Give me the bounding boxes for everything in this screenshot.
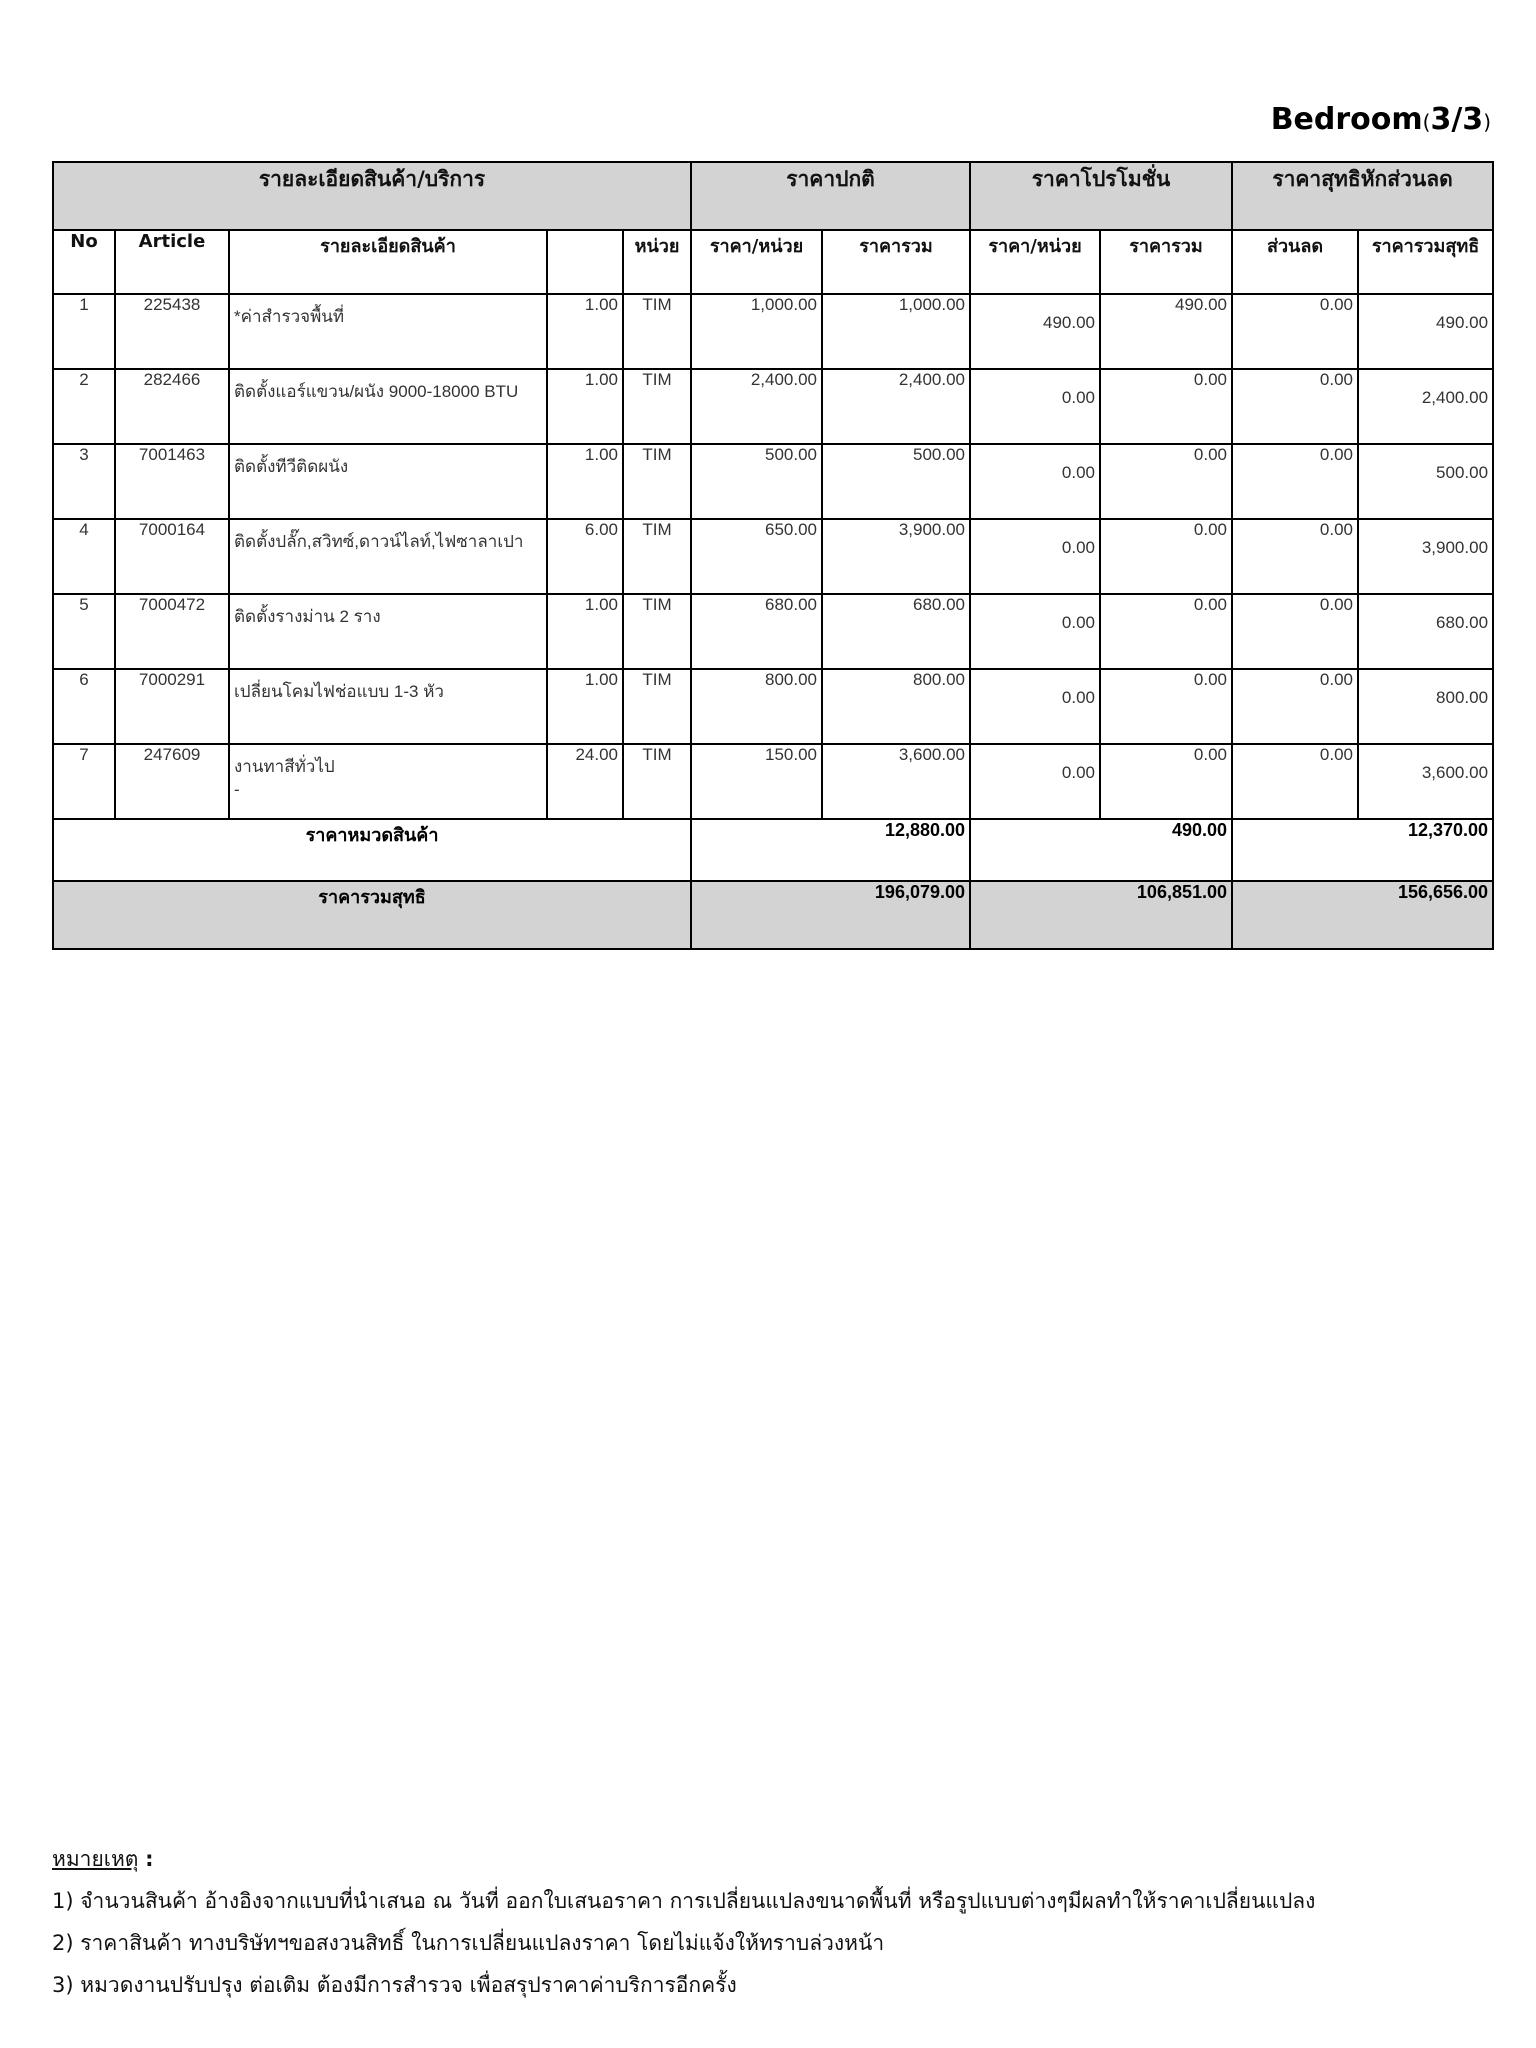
notes-heading-line [52, 1838, 1492, 1880]
row-net-total: 800.00 [1358, 669, 1493, 744]
row-normal-total: 3,600.00 [822, 744, 970, 819]
notes-colon: : [145, 1847, 154, 1871]
note-item: 3) หมวดงานปรับปรุง ต่อเติม ต้องมีการสำรวจ เพื่อสรุปราคาค่าบริการอีกครั้ง [52, 1973, 737, 1997]
row-no: 5 [53, 594, 115, 669]
row-normal-total: 680.00 [822, 594, 970, 669]
row-discount: 0.00 [1232, 744, 1358, 819]
col-quantity [547, 230, 623, 294]
row-net-total: 3,900.00 [1358, 519, 1493, 594]
row-article: 7001463 [115, 444, 229, 519]
row-no: 1 [53, 294, 115, 369]
table-row [53, 594, 1493, 669]
row-description: ติดตั้งปลั๊ก,สวิทซ์,ดาวน์ไลท์,ไฟซาลาเปา [229, 519, 547, 594]
category-total-row [53, 819, 1493, 881]
row-unit: TIM [623, 444, 691, 519]
row-description: เปลี่ยนโคมไฟช่อแบบ 1-3 หัว [229, 669, 547, 744]
row-promo-total: 0.00 [1100, 369, 1232, 444]
row-description-extra: - [234, 780, 240, 799]
row-normal-total: 3,900.00 [822, 519, 970, 594]
row-promo-total: 0.00 [1100, 744, 1232, 819]
table-row [53, 519, 1493, 594]
row-no: 4 [53, 519, 115, 594]
category-total-net: 12,370.00 [1232, 819, 1493, 881]
row-promo-total: 0.00 [1100, 444, 1232, 519]
row-article: 282466 [115, 369, 229, 444]
row-no: 7 [53, 744, 115, 819]
row-normal-unit-price: 150.00 [691, 744, 822, 819]
page-title: Bedroom(3/3) [1270, 102, 1491, 137]
title-paren-close: ) [1483, 110, 1491, 134]
row-discount: 0.00 [1232, 444, 1358, 519]
col-no: No [53, 230, 115, 294]
row-promo-unit-price: 0.00 [970, 519, 1100, 594]
category-total-promo: 490.00 [970, 819, 1232, 881]
row-article: 247609 [115, 744, 229, 819]
category-total-normal: 12,880.00 [691, 819, 970, 881]
row-net-total: 2,400.00 [1358, 369, 1493, 444]
row-quantity: 1.00 [547, 369, 623, 444]
notes-section [52, 1838, 1492, 2006]
row-description: *ค่าสำรวจพื้นที่ [229, 294, 547, 369]
col-article: Article [115, 230, 229, 294]
row-discount: 0.00 [1232, 519, 1358, 594]
row-promo-unit-price: 0.00 [970, 444, 1100, 519]
row-net-total: 3,600.00 [1358, 744, 1493, 819]
row-promo-total: 0.00 [1100, 519, 1232, 594]
row-quantity: 1.00 [547, 444, 623, 519]
row-promo-unit-price: 0.00 [970, 669, 1100, 744]
row-normal-unit-price: 2,400.00 [691, 369, 822, 444]
header-net-price: ราคาสุทธิหักส่วนลด [1232, 162, 1493, 230]
col-unit: หน่วย [623, 230, 691, 294]
row-description: ติดตั้งแอร์แขวน/ผนัง 9000-18000 BTU [229, 369, 547, 444]
table-row [53, 369, 1493, 444]
title-paren-open: ( [1422, 110, 1431, 134]
row-article: 7000472 [115, 594, 229, 669]
header-details: รายละเอียดสินค้า/บริการ [53, 162, 691, 230]
row-normal-unit-price: 1,000.00 [691, 294, 822, 369]
row-unit: TIM [623, 369, 691, 444]
row-no: 3 [53, 444, 115, 519]
row-promo-total: 0.00 [1100, 669, 1232, 744]
row-quantity: 1.00 [547, 294, 623, 369]
row-quantity: 1.00 [547, 669, 623, 744]
row-normal-unit-price: 500.00 [691, 444, 822, 519]
row-unit: TIM [623, 744, 691, 819]
quotation-table [52, 161, 1494, 950]
grand-total-promo: 106,851.00 [970, 881, 1232, 949]
note-item: 1) จำนวนสินค้า อ้างอิงจากแบบที่นำเสนอ ณ วันที่ ออกใบเสนอราคา การเปลี่ยนแปลงขนาดพื้นที่ หรือรูปแบบต่างๆมีผลทำให้ราคาเปลี่ยนแปลง [52, 1889, 1316, 1913]
table-row [53, 744, 1493, 819]
row-quantity: 24.00 [547, 744, 623, 819]
col-net-total: ราคารวมสุทธิ [1358, 230, 1493, 294]
grand-total-row [53, 881, 1493, 949]
category-total-label: ราคาหมวดสินค้า [53, 819, 691, 881]
row-normal-total: 800.00 [822, 669, 970, 744]
group-header-row [53, 162, 1493, 230]
col-description: รายละเอียดสินค้า [229, 230, 547, 294]
row-discount: 0.00 [1232, 369, 1358, 444]
row-normal-unit-price: 680.00 [691, 594, 822, 669]
row-promo-total: 0.00 [1100, 594, 1232, 669]
row-net-total: 680.00 [1358, 594, 1493, 669]
row-promo-unit-price: 490.00 [970, 294, 1100, 369]
row-unit: TIM [623, 294, 691, 369]
row-discount: 0.00 [1232, 294, 1358, 369]
row-normal-unit-price: 650.00 [691, 519, 822, 594]
row-promo-total: 490.00 [1100, 294, 1232, 369]
row-article: 7000164 [115, 519, 229, 594]
row-net-total: 500.00 [1358, 444, 1493, 519]
row-description: ติดตั้งรางม่าน 2 ราง [229, 594, 547, 669]
header-promo-price: ราคาโปรโมชั่น [970, 162, 1232, 230]
row-normal-unit-price: 800.00 [691, 669, 822, 744]
row-promo-unit-price: 0.00 [970, 369, 1100, 444]
row-article: 7000291 [115, 669, 229, 744]
row-unit: TIM [623, 519, 691, 594]
row-net-total: 490.00 [1358, 294, 1493, 369]
row-normal-total: 2,400.00 [822, 369, 970, 444]
row-description: ติดตั้งทีวีติดผนัง [229, 444, 547, 519]
row-quantity: 1.00 [547, 594, 623, 669]
notes-heading: หมายเหตุ [52, 1847, 139, 1871]
title-fraction: 3/3 [1430, 102, 1484, 137]
table-row [53, 669, 1493, 744]
sub-header-row [53, 230, 1493, 294]
grand-total-label: ราคารวมสุทธิ [53, 881, 691, 949]
note-item: 2) ราคาสินค้า ทางบริษัทฯขอสงวนสิทธิ์ ในการเปลี่ยนแปลงราคา โดยไม่แจ้งให้ทราบล่วงหน้า [52, 1931, 885, 1955]
table-row [53, 294, 1493, 369]
col-normal-total: ราคารวม [822, 230, 970, 294]
col-promo-total: ราคารวม [1100, 230, 1232, 294]
row-normal-total: 500.00 [822, 444, 970, 519]
row-unit: TIM [623, 669, 691, 744]
col-normal-unit-price: ราคา/หน่วย [691, 230, 822, 294]
row-no: 2 [53, 369, 115, 444]
row-discount: 0.00 [1232, 669, 1358, 744]
row-normal-total: 1,000.00 [822, 294, 970, 369]
row-unit: TIM [623, 594, 691, 669]
row-quantity: 6.00 [547, 519, 623, 594]
row-promo-unit-price: 0.00 [970, 594, 1100, 669]
table-row [53, 444, 1493, 519]
row-description: งานทาสีทั่วไป - [229, 744, 547, 819]
grand-total-net: 156,656.00 [1232, 881, 1493, 949]
row-promo-unit-price: 0.00 [970, 744, 1100, 819]
col-promo-unit-price: ราคา/หน่วย [970, 230, 1100, 294]
row-article: 225438 [115, 294, 229, 369]
grand-total-normal: 196,079.00 [691, 881, 970, 949]
row-no: 6 [53, 669, 115, 744]
header-normal-price: ราคาปกติ [691, 162, 970, 230]
col-discount: ส่วนลด [1232, 230, 1358, 294]
row-discount: 0.00 [1232, 594, 1358, 669]
